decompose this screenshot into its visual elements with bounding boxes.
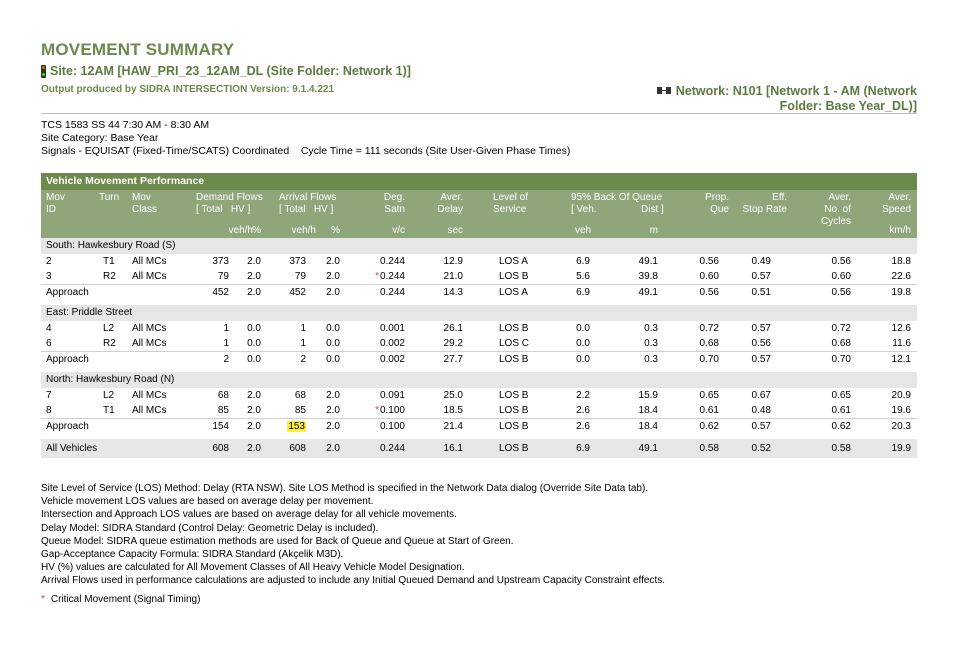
group-header xyxy=(41,372,917,388)
cell-dt: 1 xyxy=(223,338,229,349)
hdr-class: Mov Class xyxy=(132,192,158,215)
info-line1: TCS 1583 SS 44 7:30 AM - 8:30 AM xyxy=(41,119,210,131)
cell-cyc: 0.62 xyxy=(831,421,851,432)
cell-id: 8 xyxy=(46,405,52,416)
cell-prop: 0.61 xyxy=(699,405,719,416)
table-title: Vehicle Movement Performance xyxy=(41,173,917,190)
cell-id: 6 xyxy=(46,338,52,349)
cell-veh: 0.0 xyxy=(576,323,590,334)
cell-cls: All MCs xyxy=(132,338,167,349)
deg-value: 0.002 xyxy=(379,338,405,349)
note-line: Arrival Flows used in performance calculations are adjusted to include any Initial Queued Demand and Upstream Capacity Constraint effects. xyxy=(41,575,666,587)
info-line2: Site Category: Base Year xyxy=(41,132,159,144)
cell-deg xyxy=(375,403,405,418)
deg-value: 0.244 xyxy=(379,256,405,267)
cell-turn: R2 xyxy=(103,338,116,349)
cell-dt: 79 xyxy=(217,271,229,282)
cell-spd: 11.6 xyxy=(892,338,911,349)
cell-dist: 15.9 xyxy=(638,390,658,401)
approach-row xyxy=(41,284,917,300)
cell-dist: 49.1 xyxy=(638,287,658,298)
cell-dh: 0.0 xyxy=(247,338,261,349)
cell-los: LOS B xyxy=(499,271,529,282)
cell-prop: 0.70 xyxy=(699,354,719,365)
highlighted-value: 153 xyxy=(288,421,305,432)
cell-prop: 0.60 xyxy=(699,271,719,282)
cell-los: LOS C xyxy=(499,338,530,349)
cell-prop: 0.56 xyxy=(699,256,719,267)
cell-id: 4 xyxy=(46,323,52,334)
cell-eff: 0.56 xyxy=(751,338,771,349)
cell-deg xyxy=(380,388,405,403)
cell-prop: 0.58 xyxy=(699,443,719,454)
cell-veh: 2.6 xyxy=(576,405,590,416)
cell-approach-label: Approach xyxy=(46,421,89,432)
cell-dt: 68 xyxy=(217,390,229,401)
cell-veh: 6.9 xyxy=(576,256,590,267)
table-header xyxy=(41,190,917,238)
cell-eff: 0.57 xyxy=(751,271,771,282)
cell-dh: 2.0 xyxy=(247,256,261,267)
approach-row xyxy=(41,351,917,367)
cell-deg xyxy=(380,321,405,336)
unit-d-total: veh/h xyxy=(228,225,253,236)
cell-cls: All MCs xyxy=(132,256,167,267)
note-line: HV (%) values are calculated for All Movement Classes of All Heavy Vehicle Model Designation. xyxy=(41,562,465,574)
cell-dh: 2.0 xyxy=(247,405,261,416)
cell-cyc: 0.68 xyxy=(831,338,851,349)
cell-delay: 14.3 xyxy=(443,287,463,298)
cell-ah: 2.0 xyxy=(326,421,340,432)
cell-turn: L2 xyxy=(103,390,115,401)
page-title: MOVEMENT SUMMARY xyxy=(41,40,235,59)
cell-dh: 2.0 xyxy=(247,421,261,432)
deg-value: 0.091 xyxy=(379,390,405,401)
cell-cyc: 0.56 xyxy=(831,287,851,298)
hdr-mov: Mov ID xyxy=(46,192,65,215)
cell-los: LOS B xyxy=(499,354,529,365)
cell-ah: 0.0 xyxy=(326,354,340,365)
note-line: Site Level of Service (LOS) Method: Delay (RTA NSW). Site LOS Method is specified in the Network Data dialog (Override Site Data tab). xyxy=(41,483,649,494)
unit-delay: sec xyxy=(447,225,463,236)
cell-id: 3 xyxy=(46,271,52,282)
cell-eff: 0.67 xyxy=(751,390,771,401)
hdr-deg: Deg. Satn xyxy=(383,192,405,215)
unit-a-total: veh/h xyxy=(291,225,316,236)
cell-dist: 0.3 xyxy=(644,354,658,365)
legend-label: Critical Movement (Signal Timing) xyxy=(50,594,201,605)
produced-by: Output produced by SIDRA INTERSECTION Version: 9.1.4.221 xyxy=(41,84,335,95)
hdr-turn: Turn xyxy=(99,192,120,203)
cell-turn: T1 xyxy=(103,405,115,416)
cell-delay: 18.5 xyxy=(443,405,463,416)
cell-veh: 6.9 xyxy=(576,443,590,454)
cell-deg xyxy=(380,336,405,351)
cell-eff: 0.49 xyxy=(751,256,771,267)
cell-delay: 26.1 xyxy=(443,323,463,334)
cell-dist: 39.8 xyxy=(638,271,658,282)
cell-ah: 2.0 xyxy=(326,390,340,401)
cell-deg: 0.244 xyxy=(379,443,405,454)
cell-spd: 22.6 xyxy=(891,271,911,282)
cell-spd: 19.6 xyxy=(891,405,911,416)
cell-cyc: 0.61 xyxy=(831,405,851,416)
group-header xyxy=(41,238,917,254)
cell-deg xyxy=(375,269,405,284)
unit-dist: m xyxy=(649,225,658,236)
cell-at: 1 xyxy=(300,338,306,349)
cell-ah: 2.0 xyxy=(326,405,340,416)
cell-dt: 452 xyxy=(212,287,229,298)
cell-los: LOS B xyxy=(499,390,529,401)
cell-deg: 0.002 xyxy=(379,354,405,365)
cell-at: 68 xyxy=(294,390,306,401)
deg-value: 0.100 xyxy=(379,405,405,416)
cell-spd: 19.8 xyxy=(891,287,911,298)
cell-cyc: 0.72 xyxy=(831,323,851,334)
note-line: Queue Model: SIDRA queue estimation methods are used for Back of Queue and Queue at Start of Green. xyxy=(41,535,514,547)
cell-at: 79 xyxy=(294,271,306,282)
cell-at: 608 xyxy=(289,443,306,454)
hdr-delay: Aver. Delay xyxy=(437,192,463,215)
critical-asterisk: * xyxy=(375,405,379,416)
cell-prop: 0.72 xyxy=(699,323,719,334)
cell-eff: 0.57 xyxy=(751,421,771,432)
cell-eff: 0.57 xyxy=(751,354,771,365)
table-row xyxy=(41,336,917,351)
network-icon xyxy=(657,87,671,94)
group-header xyxy=(41,305,917,321)
cell-dist: 49.1 xyxy=(638,443,658,454)
cell-los: LOS B xyxy=(499,421,529,432)
hdr-arrival: Arrival Flows [ Total HV ] xyxy=(279,192,337,215)
cell-cls: All MCs xyxy=(132,390,167,401)
cell-at: 373 xyxy=(289,256,306,267)
table-row xyxy=(41,321,917,336)
cell-veh: 0.0 xyxy=(576,338,590,349)
all-vehicles-row xyxy=(41,439,917,458)
cell-dt: 608 xyxy=(212,443,229,454)
group-name: South: Hawkesbury Road (S) xyxy=(46,240,176,251)
legend xyxy=(41,594,200,605)
cell-dh: 2.0 xyxy=(247,390,261,401)
cell-cls: All MCs xyxy=(132,271,167,282)
note-line: Gap-Acceptance Capacity Formula: SIDRA Standard (Akçelik M3D). xyxy=(41,549,344,561)
cell-turn: L2 xyxy=(103,323,115,334)
site-heading xyxy=(41,64,411,78)
cell-cls: All MCs xyxy=(132,323,167,334)
cell-los: LOS A xyxy=(499,256,528,267)
cell-delay: 25.0 xyxy=(443,390,463,401)
cell-dh: 2.0 xyxy=(247,443,261,454)
group-name: North: Hawkesbury Road (N) xyxy=(46,374,175,385)
cell-turn: T1 xyxy=(103,256,115,267)
cell-cyc: 0.60 xyxy=(831,271,851,282)
cell-dt: 1 xyxy=(223,323,229,334)
cell-delay: 21.4 xyxy=(443,421,463,432)
network-heading xyxy=(617,84,917,114)
hdr-demand: Demand Flows [ Total HV ] xyxy=(196,192,263,215)
deg-value: 0.001 xyxy=(379,323,405,334)
cell-spd: 18.8 xyxy=(891,256,911,267)
table-row xyxy=(41,269,917,284)
cell-dt: 373 xyxy=(212,256,229,267)
cell-dist: 18.4 xyxy=(638,405,658,416)
cell-all-vehicles-label: All Vehicles xyxy=(46,443,98,454)
site-label: Site: 12AM [HAW_PRI_23_12AM_DL (Site Folder: Network 1)] xyxy=(50,64,411,78)
cell-dist: 0.3 xyxy=(644,323,658,334)
note-line: Vehicle movement LOS values are based on average delay per movement. xyxy=(41,496,374,508)
approach-row xyxy=(41,418,917,434)
cell-turn: R2 xyxy=(103,271,116,282)
cell-dh: 0.0 xyxy=(247,323,261,334)
group-name: East: Priddle Street xyxy=(46,307,133,318)
site-info xyxy=(41,119,570,158)
network-line2: Folder: Base Year_DL)] xyxy=(779,99,917,113)
unit-speed: km/h xyxy=(889,225,911,236)
cell-deg xyxy=(380,254,405,269)
cell-dist: 49.1 xyxy=(638,256,658,267)
cell-delay: 27.7 xyxy=(443,354,463,365)
cell-eff: 0.48 xyxy=(751,405,771,416)
cell-cyc: 0.70 xyxy=(831,354,851,365)
cell-ah: 0.0 xyxy=(326,338,340,349)
cell-prop: 0.62 xyxy=(699,421,719,432)
cell-veh: 2.2 xyxy=(576,390,590,401)
cell-ah: 2.0 xyxy=(326,287,340,298)
table-row xyxy=(41,388,917,403)
cell-cls: All MCs xyxy=(132,405,167,416)
hdr-speed: Aver. Speed xyxy=(882,192,911,215)
cell-cyc: 0.65 xyxy=(831,390,851,401)
cell-at: 452 xyxy=(289,287,306,298)
hdr-queue: 95% Back Of Queue [ Veh. Dist ] xyxy=(571,192,664,215)
header-divider xyxy=(41,113,917,114)
cell-id: 2 xyxy=(46,256,52,267)
cell-prop: 0.65 xyxy=(699,390,719,401)
cell-spd: 20.9 xyxy=(891,390,911,401)
network-line1: Network: N101 [Network 1 - AM (Network xyxy=(675,84,917,98)
cell-id: 7 xyxy=(46,390,52,401)
unit-d-hv: % xyxy=(252,225,261,236)
note-line: Intersection and Approach LOS values are based on average delay for all vehicle movements. xyxy=(41,509,457,521)
cell-los: LOS A xyxy=(499,287,528,298)
deg-value: 0.244 xyxy=(379,271,405,282)
unit-deg: v/c xyxy=(392,225,405,236)
cell-ah: 0.0 xyxy=(326,323,340,334)
cell-ah: 2.0 xyxy=(326,256,340,267)
cell-ah: 2.0 xyxy=(326,443,340,454)
cell-dh: 2.0 xyxy=(247,287,261,298)
cell-delay: 29.2 xyxy=(443,338,463,349)
traffic-signal-icon xyxy=(41,65,46,78)
movement-table xyxy=(41,173,917,458)
cell-los: LOS B xyxy=(499,405,529,416)
cell-cyc: 0.56 xyxy=(831,256,851,267)
cell-deg: 0.100 xyxy=(379,421,405,432)
cell-dist: 0.3 xyxy=(644,338,658,349)
cell-spd: 12.6 xyxy=(891,323,911,334)
table-body xyxy=(41,238,917,458)
cell-approach-label: Approach xyxy=(46,354,89,365)
cell-dh: 2.0 xyxy=(247,271,261,282)
cell-delay: 21.0 xyxy=(443,271,463,282)
cell-cyc: 0.58 xyxy=(831,443,851,454)
cell-spd: 20.3 xyxy=(891,421,911,432)
cell-spd: 19.9 xyxy=(891,443,911,454)
info-line3: Signals - EQUISAT (Fixed-Time/SCATS) Coordinated Cycle Time = 111 seconds (Site User-Given Phase Times) xyxy=(41,145,571,157)
cell-spd: 12.1 xyxy=(891,354,911,365)
cell-veh: 0.0 xyxy=(576,354,590,365)
cell-prop: 0.56 xyxy=(699,287,719,298)
cell-at xyxy=(287,419,306,434)
critical-asterisk: * xyxy=(375,271,379,282)
cell-prop: 0.68 xyxy=(699,338,719,349)
cell-dt: 2 xyxy=(223,354,229,365)
cell-los: LOS B xyxy=(499,443,529,454)
cell-ah: 2.0 xyxy=(326,271,340,282)
cell-dh: 0.0 xyxy=(247,354,261,365)
hdr-prop: Prop. Que xyxy=(705,192,729,215)
cell-dt: 154 xyxy=(212,421,229,432)
cell-approach-label: Approach xyxy=(46,287,89,298)
cell-veh: 2.6 xyxy=(576,421,590,432)
cell-eff: 0.57 xyxy=(751,323,771,334)
table-row xyxy=(41,254,917,269)
cell-at: 85 xyxy=(294,405,306,416)
unit-veh: veh xyxy=(575,225,592,236)
table-row xyxy=(41,403,917,418)
cell-dist: 18.4 xyxy=(638,421,658,432)
cell-delay: 12.9 xyxy=(443,256,463,267)
cell-dt: 85 xyxy=(217,405,229,416)
critical-asterisk: * xyxy=(41,594,45,605)
cell-at: 1 xyxy=(300,323,306,334)
hdr-eff: Eff. Stop Rate xyxy=(742,192,787,215)
cell-at: 2 xyxy=(300,354,306,365)
cell-eff: 0.51 xyxy=(751,287,771,298)
cell-delay: 16.1 xyxy=(443,443,463,454)
hdr-cycles: Aver. No. of Cycles xyxy=(820,192,851,227)
cell-deg: 0.244 xyxy=(379,287,405,298)
cell-los: LOS B xyxy=(499,323,529,334)
note-line: Delay Model: SIDRA Standard (Control Delay: Geometric Delay is included). xyxy=(41,522,379,534)
cell-eff: 0.52 xyxy=(751,443,771,454)
unit-a-hv: % xyxy=(331,225,340,236)
cell-veh: 5.6 xyxy=(576,271,590,282)
hdr-los: Level of Service xyxy=(493,192,529,215)
notes xyxy=(41,482,665,588)
cell-veh: 6.9 xyxy=(576,287,590,298)
